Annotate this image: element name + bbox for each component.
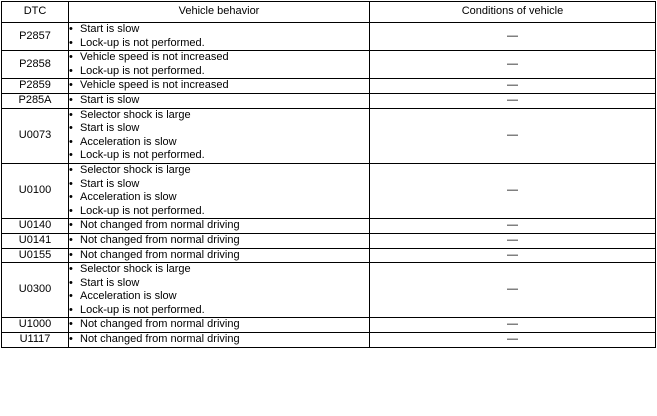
behavior-item bbox=[69, 277, 369, 291]
behavior-list bbox=[69, 23, 369, 50]
behavior-item bbox=[69, 234, 369, 248]
behavior-text: Not changed from normal driving bbox=[80, 318, 240, 331]
behavior-list bbox=[69, 263, 369, 317]
bullet-icon: • bbox=[69, 163, 73, 176]
behavior-text: Lock-up is not performed. bbox=[80, 204, 205, 217]
bullet-icon: • bbox=[69, 219, 73, 232]
bullet-icon: • bbox=[69, 233, 73, 246]
bullet-icon: • bbox=[69, 79, 73, 92]
behavior-text: Not changed from normal driving bbox=[80, 219, 240, 232]
table-row bbox=[2, 248, 656, 263]
vehicle-behavior-cell bbox=[69, 51, 370, 79]
table-row bbox=[2, 108, 656, 163]
bullet-icon: • bbox=[69, 122, 73, 135]
behavior-item bbox=[69, 94, 369, 108]
bullet-icon: • bbox=[69, 263, 73, 276]
behavior-text: Not changed from normal driving bbox=[80, 248, 240, 261]
behavior-item bbox=[69, 263, 369, 277]
behavior-text: Selector shock is large bbox=[80, 163, 191, 176]
dtc-behavior-table bbox=[1, 1, 656, 348]
behavior-list bbox=[69, 109, 369, 163]
dtc-code: U0140 bbox=[2, 219, 69, 234]
behavior-list bbox=[69, 164, 369, 218]
behavior-item bbox=[69, 304, 369, 318]
behavior-text: Not changed from normal driving bbox=[80, 333, 240, 346]
vehicle-behavior-cell bbox=[69, 248, 370, 263]
behavior-list bbox=[69, 318, 369, 332]
dtc-code: U0141 bbox=[2, 233, 69, 248]
table-row bbox=[2, 263, 656, 318]
vehicle-behavior-cell bbox=[69, 318, 370, 333]
vehicle-condition: — bbox=[370, 51, 656, 79]
vehicle-behavior-cell bbox=[69, 263, 370, 318]
behavior-item bbox=[69, 164, 369, 178]
bullet-icon: • bbox=[69, 64, 73, 77]
bullet-icon: • bbox=[69, 51, 73, 64]
vehicle-condition: — bbox=[370, 93, 656, 108]
vehicle-behavior-cell bbox=[69, 219, 370, 234]
bullet-icon: • bbox=[69, 290, 73, 303]
behavior-list bbox=[69, 219, 369, 233]
vehicle-behavior-cell bbox=[69, 233, 370, 248]
behavior-item bbox=[69, 109, 369, 123]
vehicle-condition: — bbox=[370, 318, 656, 333]
behavior-list bbox=[69, 94, 369, 108]
behavior-text: Selector shock is large bbox=[80, 108, 191, 121]
behavior-item bbox=[69, 290, 369, 304]
dtc-code: P2858 bbox=[2, 51, 69, 79]
header-vehicle-behavior: Vehicle behavior bbox=[69, 2, 370, 23]
behavior-text: Acceleration is slow bbox=[80, 290, 177, 303]
table-row bbox=[2, 233, 656, 248]
behavior-item bbox=[69, 51, 369, 65]
header-conditions-of-vehicle: Conditions of vehicle bbox=[370, 2, 656, 23]
behavior-list bbox=[69, 51, 369, 78]
bullet-icon: • bbox=[69, 93, 73, 106]
dtc-code: P2857 bbox=[2, 23, 69, 51]
vehicle-condition: — bbox=[370, 23, 656, 51]
table-row bbox=[2, 163, 656, 218]
behavior-list bbox=[69, 234, 369, 248]
dtc-code: U0300 bbox=[2, 263, 69, 318]
behavior-text: Lock-up is not performed. bbox=[80, 149, 205, 162]
table-row bbox=[2, 93, 656, 108]
vehicle-behavior-cell bbox=[69, 23, 370, 51]
behavior-item bbox=[69, 37, 369, 51]
behavior-item bbox=[69, 219, 369, 233]
dtc-code: U0155 bbox=[2, 248, 69, 263]
behavior-text: Start is slow bbox=[80, 177, 140, 190]
bullet-icon: • bbox=[69, 318, 73, 331]
vehicle-condition: — bbox=[370, 163, 656, 218]
vehicle-behavior-cell bbox=[69, 79, 370, 94]
behavior-list bbox=[69, 79, 369, 93]
vehicle-condition: — bbox=[370, 263, 656, 318]
behavior-list bbox=[69, 249, 369, 263]
bullet-icon: • bbox=[69, 276, 73, 289]
behavior-text: Start is slow bbox=[80, 276, 140, 289]
header-dtc: DTC bbox=[2, 2, 69, 23]
behavior-text: Lock-up is not performed. bbox=[80, 36, 205, 49]
bullet-icon: • bbox=[69, 248, 73, 261]
dtc-code: U0100 bbox=[2, 163, 69, 218]
dtc-code: U1117 bbox=[2, 333, 69, 348]
header-row bbox=[2, 2, 656, 23]
bullet-icon: • bbox=[69, 177, 73, 190]
dtc-code: U1000 bbox=[2, 318, 69, 333]
vehicle-condition: — bbox=[370, 108, 656, 163]
behavior-text: Start is slow bbox=[80, 122, 140, 135]
behavior-text: Acceleration is slow bbox=[80, 191, 177, 204]
table-row bbox=[2, 318, 656, 333]
vehicle-behavior-cell bbox=[69, 333, 370, 348]
behavior-item bbox=[69, 178, 369, 192]
behavior-text: Start is slow bbox=[80, 23, 140, 35]
table-row bbox=[2, 51, 656, 79]
vehicle-behavior-cell bbox=[69, 163, 370, 218]
behavior-text: Vehicle speed is not increased bbox=[80, 51, 229, 64]
vehicle-condition: — bbox=[370, 233, 656, 248]
behavior-text: Lock-up is not performed. bbox=[80, 64, 205, 77]
vehicle-condition: — bbox=[370, 248, 656, 263]
bullet-icon: • bbox=[69, 204, 73, 217]
vehicle-behavior-cell bbox=[69, 93, 370, 108]
behavior-item bbox=[69, 149, 369, 163]
behavior-text: Acceleration is slow bbox=[80, 135, 177, 148]
bullet-icon: • bbox=[69, 135, 73, 148]
behavior-item bbox=[69, 122, 369, 136]
bullet-icon: • bbox=[69, 333, 73, 346]
dtc-code: U0073 bbox=[2, 108, 69, 163]
dtc-code: P2859 bbox=[2, 79, 69, 94]
table-row bbox=[2, 23, 656, 51]
behavior-item bbox=[69, 249, 369, 263]
behavior-text: Start is slow bbox=[80, 93, 140, 106]
vehicle-behavior-cell bbox=[69, 108, 370, 163]
behavior-item bbox=[69, 65, 369, 79]
behavior-item bbox=[69, 318, 369, 332]
table-header bbox=[2, 2, 656, 23]
behavior-item bbox=[69, 333, 369, 347]
bullet-icon: • bbox=[69, 36, 73, 49]
vehicle-condition: — bbox=[370, 79, 656, 94]
bullet-icon: • bbox=[69, 108, 73, 121]
behavior-item bbox=[69, 136, 369, 150]
behavior-text: Selector shock is large bbox=[80, 263, 191, 276]
behavior-text: Lock-up is not performed. bbox=[80, 303, 205, 316]
table-row bbox=[2, 333, 656, 348]
bullet-icon: • bbox=[69, 23, 73, 35]
behavior-item bbox=[69, 205, 369, 219]
vehicle-condition: — bbox=[370, 333, 656, 348]
bullet-icon: • bbox=[69, 149, 73, 162]
bullet-icon: • bbox=[69, 191, 73, 204]
table-row bbox=[2, 79, 656, 94]
behavior-list bbox=[69, 333, 369, 347]
behavior-item bbox=[69, 23, 369, 37]
behavior-text: Vehicle speed is not increased bbox=[80, 79, 229, 92]
table-body bbox=[2, 23, 656, 348]
table-row bbox=[2, 219, 656, 234]
behavior-text: Not changed from normal driving bbox=[80, 233, 240, 246]
bullet-icon: • bbox=[69, 303, 73, 316]
dtc-code: P285A bbox=[2, 93, 69, 108]
vehicle-condition: — bbox=[370, 219, 656, 234]
behavior-item bbox=[69, 79, 369, 93]
behavior-item bbox=[69, 191, 369, 205]
